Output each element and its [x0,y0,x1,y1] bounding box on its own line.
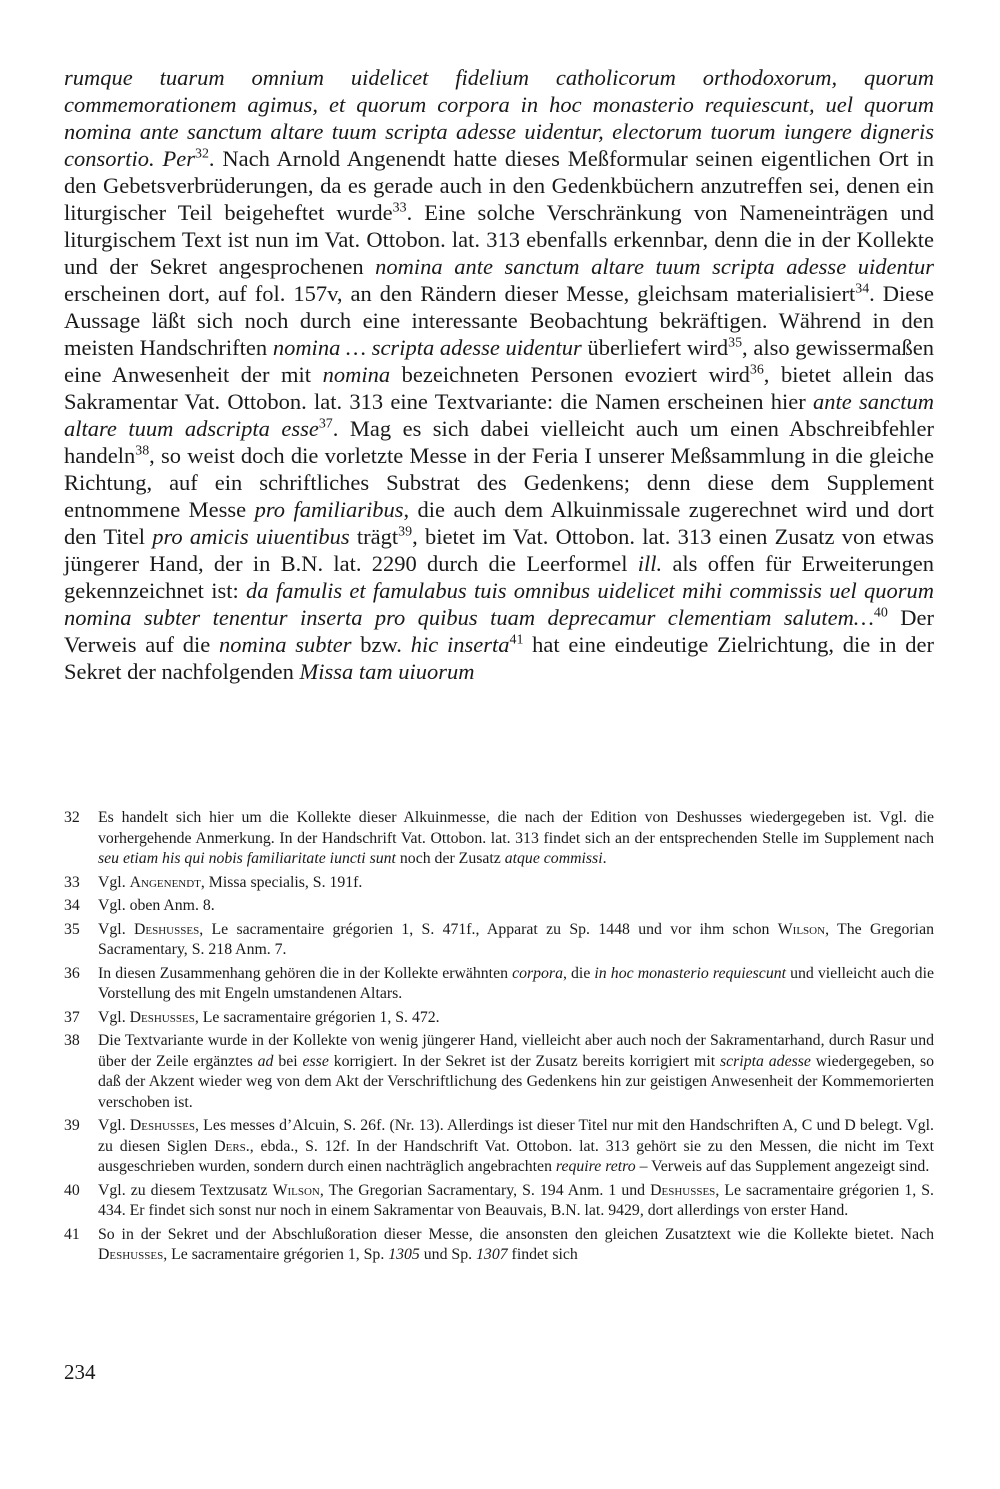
italic-text-run: ill. [637,551,663,576]
footnote-35 [64,920,934,961]
text-run: Vgl. zu diesem Textzusatz [98,1181,273,1199]
text-run: Vgl. [98,1117,130,1134]
footnote-reference: 36 [749,362,764,378]
footnote-39 [64,1116,934,1178]
text-run: trägt [349,524,399,549]
footnote-reference: 35 [728,335,743,351]
footnote-34 [64,896,934,917]
author-name-smallcaps: Wilson [272,1181,320,1199]
footnote-number: 33 [64,873,80,891]
footnote-number: 39 [64,1117,80,1134]
footnote-reference: 32 [194,146,209,162]
footnote-reference: 40 [873,605,888,621]
footnote-number: 36 [64,964,80,982]
text-run: , bietet allein das Sakramentar Vat. Ottobon. lat. 313 eine Textvariante: die Namen erscheinen hier [64,362,934,414]
footnote-reference: 37 [318,416,333,432]
text-run: , The Gregorian Sacramentary, S. 218 Anm. 7. [98,920,934,958]
text-run: bei [273,1052,303,1070]
text-run: . Eine solche Verschränkung von Nameneinträgen und liturgischem Text ist nun im Vat. Ottobon. lat. 313 ebenfalls erkennbar, denn die in der Kollekte und der Sekret angesprochenen [64,200,934,279]
footnote-41 [64,1225,934,1266]
italic-text-run: hic inserta [410,632,510,657]
text-run: , Le sacramentaire grégorien 1, S. 471f., Apparat zu Sp. 1448 und vor ihm schon [199,920,778,938]
text-run: , Le sacramentaire grégorien 1, S. 472. [194,1008,440,1026]
text-run: In diesen Zusammenhang gehören die in der Kollekte erwähnten [98,964,513,982]
footnote-38 [64,1031,934,1113]
author-name-smallcaps: Deshusses [133,920,200,938]
text-run: – Verweis auf das Supplement angezeigt sind. [635,1158,930,1175]
italic-text-run: require retro [555,1158,636,1175]
text-run: Der Verweis auf die [64,605,934,657]
footnote-36 [64,964,934,1005]
italic-text-run: corpora [512,964,563,982]
italic-text-run: seu etiam his qui nobis familiaritate iuncti sunt [98,850,396,867]
author-name-smallcaps: Deshusses [650,1181,716,1199]
text-run: Vgl. [98,920,134,938]
text-run: , so weist doch die vorletzte Messe in der Feria I unserer Meßsammlung in die gleiche Richtung, auf ein schriftliches Substrat des Gedenkens; denn diese dem Supplement entnommene Messe [64,443,934,522]
footnote-37 [64,1008,934,1029]
text-run: wiedergegeben, so daß der Akzent wieder weg von dem Akt der Verschriftlichung des Gedenkens hin zur geistigen Anwesenheit der Kommemorierten verschoben ist. [98,1052,934,1111]
footnote-number: 38 [64,1032,80,1049]
page-number: 234 [64,1360,96,1384]
text-run: Die Textvariante wurde in der Kollekte von wenig jüngerer Hand, vielleicht aber auch noch der Sakramentarhand, durch Rasur und über der Zeile ergänztes [98,1032,934,1070]
text-run: Vgl. [98,1008,130,1026]
footnote-33 [64,873,934,894]
italic-text-run: pro amicis uiuentibus [152,524,350,549]
italic-text-run: da famulis et famulabus tuis omnibus uidelicet mihi commissis uel quorum nomina subter tenentur inserta pro quibus tuam deprecamur clementiam salutem… [64,578,934,630]
text-run: , Le sacramentaire grégorien 1, Sp. [163,1246,389,1263]
author-name-smallcaps: Angenendt [129,873,201,891]
italic-text-run: scripta adesse [720,1052,811,1070]
italic-text-run: 1305 [388,1246,420,1263]
text-run: überliefert wird [581,335,729,360]
italic-text-run: nomina [322,362,391,387]
text-run: , Les messes d’Alcuin, S. 26f. (Nr. 13). Allerdings ist dieser Titel nur mit den Handschriften A, C und D belegt. Vgl. zu diesen Siglen [98,1117,934,1155]
italic-text-run: nomina … scripta adesse uidentur [272,335,582,360]
footnote-reference: 39 [398,524,413,540]
footnote-reference: 34 [855,281,870,297]
book-page [64,64,935,1384]
footnote-32 [64,808,934,870]
text-run: Vgl. oben Anm. 8. [98,897,215,914]
italic-text-run: Missa tam uiuorum [299,659,475,684]
author-name-smallcaps: Wilson [777,920,826,938]
text-run: , ebda., S. 12f. In der Handschrift Vat. Ottobon. lat. 313 gehört sie zu den Messen, die nicht im Text ausgeschrieben wurden, sondern durch einen nachträglich angebrachten [98,1137,934,1175]
footnote-number: 35 [64,920,80,938]
italic-text-run: in hoc monasterio requiescunt [594,964,787,982]
footnote-reference: 33 [392,200,407,216]
author-name-smallcaps: Deshusses [98,1246,164,1263]
text-run: als offen für Erweiterungen gekennzeichnet ist: [64,551,934,603]
text-run: . Diese Aussage läßt sich noch durch eine interessante Beobachtung bekräftigen. Während in den meisten Handschriften [64,281,935,360]
text-run: bezeichneten Personen evoziert wird [390,362,750,387]
main-body-text [64,64,934,685]
italic-text-run: ante sanctum altare tuum adscripta esse [64,389,934,441]
italic-text-run: nomina ante sanctum altare tuum scripta adesse uidentur [375,254,934,279]
text-run: , also gewissermaßen eine Anwesenheit der mit [64,335,934,387]
italic-text-run: pro familiaribus [254,497,404,522]
footnote-number: 41 [64,1225,80,1243]
italic-text-run: rumque tuarum omnium uidelicet fidelium catholicorum orthodoxorum, quorum commemorationem agimus, et quorum corpora in hoc monasterio requiescunt, uel quorum nomina ante sanctum altare tuum scripta adesse uidentur, electorum tuorum iungere digneris consortio. Per [64,65,934,171]
footnote-reference: 38 [135,443,150,459]
text-run: So in der Sekret und der Abschlußoration dieser Messe, die ansonsten den gleichen Zusatztext wie die Kollekte bietet. Nach [98,1225,934,1243]
text-run: noch der Zusatz [395,850,505,867]
author-name-smallcaps: Deshusses [129,1008,195,1026]
italic-text-run: atque commissi [504,850,603,867]
italic-text-run: esse [302,1052,329,1070]
text-run: bzw. [351,632,411,657]
text-run: , Le sacramentaire grégorien 1, S. 434. Er findet sich sonst nur noch in einem Sakramentar von Beauvais, B.N. lat. 9429, dort allerdings von erster Hand. [98,1181,935,1219]
footnote-number: 37 [64,1008,80,1026]
text-run: Vgl. [98,873,130,891]
text-run: , die [562,964,595,982]
text-run: , bietet im Vat. Ottobon. lat. 313 einen Zusatz von etwas jüngerer Hand, der in B.N. lat. 2290 durch die Leerformel [64,524,935,576]
text-run: und vielleicht auch die Vorstellung des mit Engeln umstandenen Altars. [98,964,934,1002]
footnote-reference: 41 [509,632,524,648]
footnote-number: 40 [64,1181,80,1199]
text-run: findet sich [507,1246,578,1263]
text-run: korrigiert. In der Sekret ist der Zusatz bereits korrigiert mit [328,1052,720,1070]
text-run: . Nach Arnold Angenendt hatte dieses Meßformular seinen eigentlichen Ort in den Gebetsverbrüderungen, da es gerade auch in den Gedenkbüchern anzutreffen sei, denen ein liturgischer Teil beigeheftet wurde [64,146,934,225]
text-run: , die auch dem Alkuinmissale zugerechnet wird und dort den Titel [64,497,934,549]
text-run: und Sp. [419,1246,477,1263]
author-name-smallcaps: Ders. [214,1137,250,1155]
footnote-number: 32 [64,809,80,826]
footnote-number: 34 [64,897,80,914]
italic-text-run: 1307 [476,1246,508,1263]
text-run: erscheinen dort, auf fol. 157v, an den Rändern dieser Messe, gleichsam materialisiert [64,281,856,306]
footnotes-section [64,808,934,1269]
footnote-40 [64,1181,934,1222]
text-run: . Mag es sich dabei vielleicht auch um einen Abschreibfehler handeln [64,416,934,468]
author-name-smallcaps: Deshusses [129,1117,196,1134]
italic-text-run: nomina subter [219,632,352,657]
text-run: , Missa specialis, S. 191f. [200,873,363,891]
italic-text-run: ad [257,1052,274,1070]
text-run: , The Gregorian Sacramentary, S. 194 Anm. 1 und [319,1181,651,1199]
text-run: hat eine eindeutige Zielrichtung, die in der Sekret der nachfolgenden [64,632,934,684]
text-run: Es handelt sich hier um die Kollekte dieser Alkuinmesse, die nach der Edition von Deshusses wiedergegeben ist. Vgl. die vorhergehende Anmerkung. In der Handschrift Vat. Ottobon. lat. 313 findet sich an der entsprechenden Stelle im Supplement nach [98,809,934,847]
text-run: . [602,850,607,867]
